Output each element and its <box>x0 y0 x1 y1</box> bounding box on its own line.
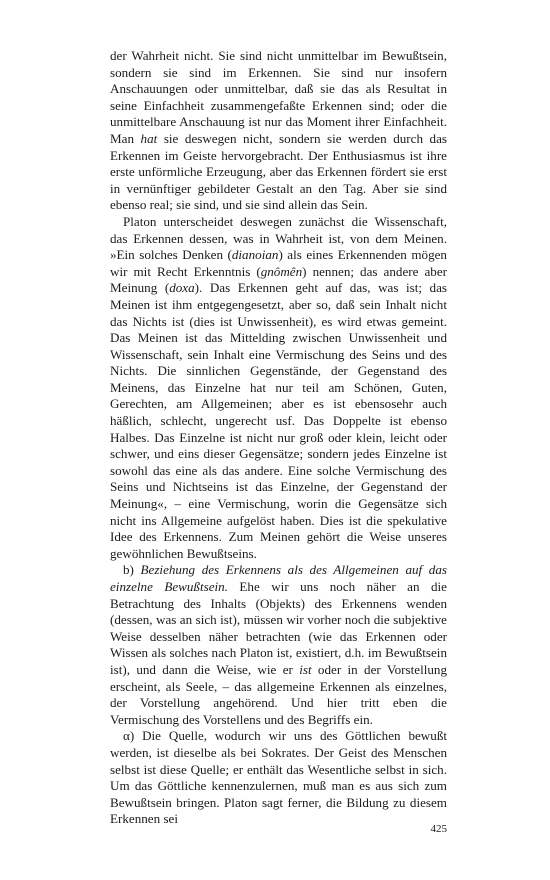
italic-text: doxa <box>169 280 195 296</box>
italic-text: hat <box>140 130 158 146</box>
text-run: ) nennen; das andere aber Meinung ( <box>110 263 448 296</box>
page-body <box>110 48 447 828</box>
text-run: sie deswegen nicht, sondern sie werden durch das Erkennen im Geiste hervorgebracht. Der Enthusiasmus ist ihre erste unförmliche Erzeugung, aber das Erkennen fördert sie erst in vernünftiger gebildeter Gestalt an den Tag. Aber sie sind ebenso real; sie sind, und sie sind allein das Sein. <box>110 130 447 213</box>
italic-text: ist <box>299 661 312 677</box>
paragraph-3 <box>110 562 447 728</box>
paragraph-4 <box>110 728 447 828</box>
text-run: Platon unterscheidet deswegen zunächst die Wissenschaft, das Erkennen dessen, was in Wahrheit ist, von dem Meinen. »Ein solches Denken ( <box>110 213 447 263</box>
paragraph-1 <box>110 48 447 214</box>
text-run: ). Das Erkennen geht auf das, was ist; das Meinen ist ihm entgegengesetzt, aber so, daß sein Inhalt nicht das Nichts ist (dies ist Unwissenheit), es wird etwas gemeint. Das Meinen ist das Mittelding zwischen Unwissenheit und Wissenschaft, sein Inhalt eine Vermischung des Seins und des Nichts. Die sinnlichen Gegenstände, der Gegenstand des Meinens, das Einzelne hat nur teil am Schönen, Guten, Gerechten, am Allgemeinen; aber es ist ebensosehr auch häßlich, schlecht, ungerecht usf. Das Doppelte ist ebenso Halbes. Das Einzelne ist nicht nur groß oder klein, leicht oder schwer, und eins dieser Gegensätze; sondern jedes Einzelne ist sowohl das eine als das andere. Eine solche Vermischung des Seins und Nichtseins ist das Einzelne, der Gegenstand der Meinung«, – eine Vermischung, worin die Gegensätze sich nicht ins Allgemeine aufgelöst haben. Dies ist die spekulative Idee des Erkennens. Zum Meinen gehört die Weise unseres gewöhnlichen Bewußtseins. <box>110 280 447 561</box>
page-number: 425 <box>430 823 447 835</box>
text-run: Ehe wir uns noch näher an die Betrachtung des Inhalts (Objekts) des Erkennens wenden (dessen, was an sich ist), müssen wir vorher noch die subjektive Weise desselben näher betrachten (wie das Erkennen oder Wissen als solches nach Platon ist, existiert, d.h. im Bewußtsein ist), und dann die Weise, wie er <box>110 579 447 677</box>
paragraph-2 <box>110 214 447 562</box>
italic-text: gnômên <box>260 263 303 279</box>
italic-text: Beziehung des Erkennens als des Allgemeinen auf das einzelne Bewußtsein. <box>110 562 447 594</box>
text-run: ) als eines Erkennenden mögen wir mit Recht Erkenntnis ( <box>110 247 447 279</box>
text-run: α) Die Quelle, wodurch wir uns des Göttlichen bewußt werden, ist dieselbe als bei Sokrates. Der Geist des Menschen selbst ist diese Quelle; er enthält das Wesentliche selbst in sich. Um das Göttliche kennenzulernen, muß man es aus sich zum Bewußtsein bringen. Platon sagt ferner, die Bildung zu diesem Erkennen sei <box>110 728 447 827</box>
text-run: oder in der Vorstellung erscheint, als Seele, – das allgemeine Erkennen als einzelnes, der Vorstellung angehörend. Und hier tritt eben die Vermischung des Vorstellens und des Begriffs ein. <box>110 661 447 727</box>
italic-text: dianoian <box>231 247 279 263</box>
text-run: b) <box>123 562 141 578</box>
text-run: der Wahrheit nicht. Sie sind nicht unmittelbar im Bewußtsein, sondern sie sind im Erkennen. Sie sind nur insofern Anschauungen oder unmittelbar, daß sie das als Resultat in seine Einfachheit zusammengefaßte Erkennen sind; oder die unmittelbare Anschauung ist nur das Moment ihrer Einfachheit. Man <box>110 48 447 146</box>
